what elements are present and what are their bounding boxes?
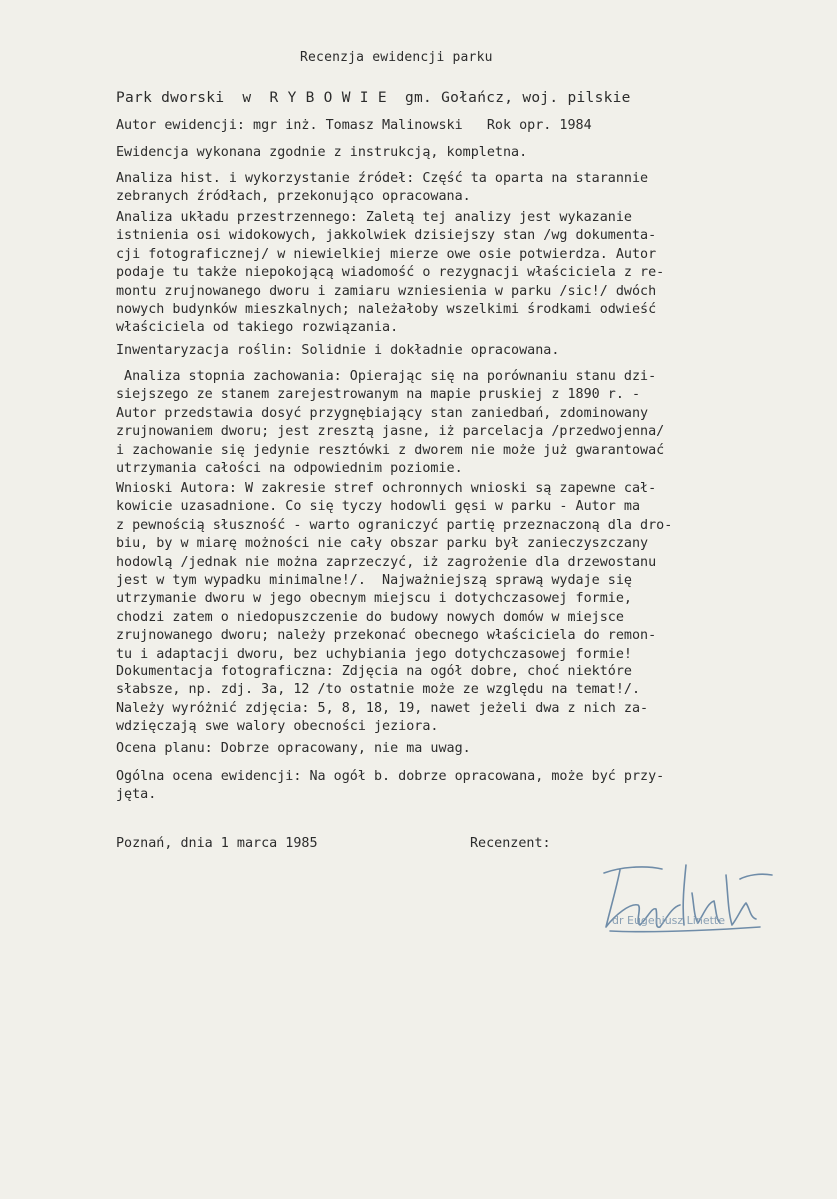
text-line: Inwentaryzacja roślin: Solidnie i dokładnie opracowana. [116,343,560,358]
reviewer-label: Recenzent: [470,836,551,851]
paragraph [116,209,826,338]
text-line: tu i adaptacji dworu, bez uchybiania jego dotychczasowej formie! [116,646,632,662]
text-line: Analiza hist. i wykorzystanie źródeł: Część ta oparta na starannie [116,171,649,186]
paragraph [116,170,826,207]
paragraph [116,740,826,758]
text-line: jest w tym wypadku minimalne!/. Najważniejszą sprawą wydaje się [116,573,632,589]
text-line: jęta. [116,787,157,803]
text-line: zrujnowanego dworu; należy przekonać obecnego właściciela do remon- [116,628,657,644]
signature-stamp: dr Eugeniusz Linette [612,914,725,927]
text-line: z pewnością słuszność - warto ograniczyć partię przeznaczoną dla dro- [116,517,673,533]
text-line: Wnioski Autora: W zakresie stref ochronnych wnioski są zapewne cał- [116,481,657,496]
paragraph [116,144,826,162]
text-line: chodzi zatem o niedopuszczenie do budowy nowych domów w miejsce [116,609,624,625]
text-line: nowych budynków mieszkalnych; należałoby wszelkimi środkami odwieść [116,302,657,318]
text-line: zebranych źródłach, przekonująco opracowana. [116,189,471,205]
place-date: Poznań, dnia 1 marca 1985 [116,836,318,851]
text-line: utrzymania całości na odpowiednim poziomie. [116,461,463,477]
text-line: Autor przedstawia dosyć przygnębiający stan zaniedbań, zdominowany [116,405,649,421]
text-line: Ogólna ocena ewidencji: Na ogół b. dobrze opracowana, może być przy- [116,769,665,784]
paragraph [116,117,826,135]
paragraph [116,342,826,360]
text-line: Dokumentacja fotograficzna: Zdjęcia na ogół dobre, choć niektóre [116,664,632,679]
paragraph [116,768,826,805]
text-line: hodowlą /jednak nie można zaprzeczyć, iż zagrożenie dla drzewostanu [116,554,657,570]
text-line: wdzięczają swe walory obecności jeziora. [116,719,439,735]
text-line: Analiza stopnia zachowania: Opierając się na porównaniu stanu dzi- [116,369,657,384]
text-line: podaje tu także niepokojącą wiadomość o rezygnacji właściciela z re- [116,265,665,281]
text-line: i zachowanie się jedynie resztówki z dworem nie może już gwarantować [116,442,665,458]
paragraph [116,480,826,664]
text-line: Park dworski w R Y B O W I E gm. Gołańcz, woj. pilskie [116,90,631,106]
paragraph [116,663,826,737]
text-line: biu, by w miarę możności nie cały obszar parku był zanieczyszczany [116,536,649,552]
text-line: Należy wyróżnić zdjęcia: 5, 8, 18, 19, nawet jeżeli dwa z nich za- [116,700,649,716]
text-line: właściciela od takiego rozwiązania. [116,320,399,336]
text-line: Ocena planu: Dobrze opracowany, nie ma uwag. [116,741,471,756]
text-line: słabsze, np. zdj. 3a, 12 /to ostatnie może ze względu na temat!/. [116,682,641,698]
text-line: Ewidencja wykonana zgodnie z instrukcją, kompletna. [116,145,528,160]
text-line: utrzymanie dworu w jego obecnym miejscu i dotychczasowej formie, [116,591,632,607]
text-line: siejszego ze stanem zarejestrowanym na mapie pruskiej z 1890 r. - [116,387,641,403]
text-line: cji fotograficznej/ w niewielkiej mierze owe osie potwierdza. Autor [116,246,657,262]
paragraph [116,368,826,478]
document-title: Recenzja ewidencji parku [300,50,493,65]
paragraph [116,89,826,107]
text-line: zrujnowaniem dworu; jest zresztą jasne, iż parcelacja /przedwojenna/ [116,424,665,440]
text-line: istnienia osi widokowych, jakkolwiek dzisiejszy stan /wg dokumenta- [116,228,657,244]
text-line: montu zrujnowanego dworu i zamiaru wzniesienia w parku /sic!/ dwóch [116,283,657,299]
text-line: Analiza układu przestrzennego: Zaletą tej analizy jest wykazanie [116,210,632,225]
text-line: Autor ewidencji: mgr inż. Tomasz Malinowski Rok opr. 1984 [116,118,592,133]
text-line: kowicie uzasadnione. Co się tyczy hodowli gęsi w parku - Autor ma [116,499,641,515]
